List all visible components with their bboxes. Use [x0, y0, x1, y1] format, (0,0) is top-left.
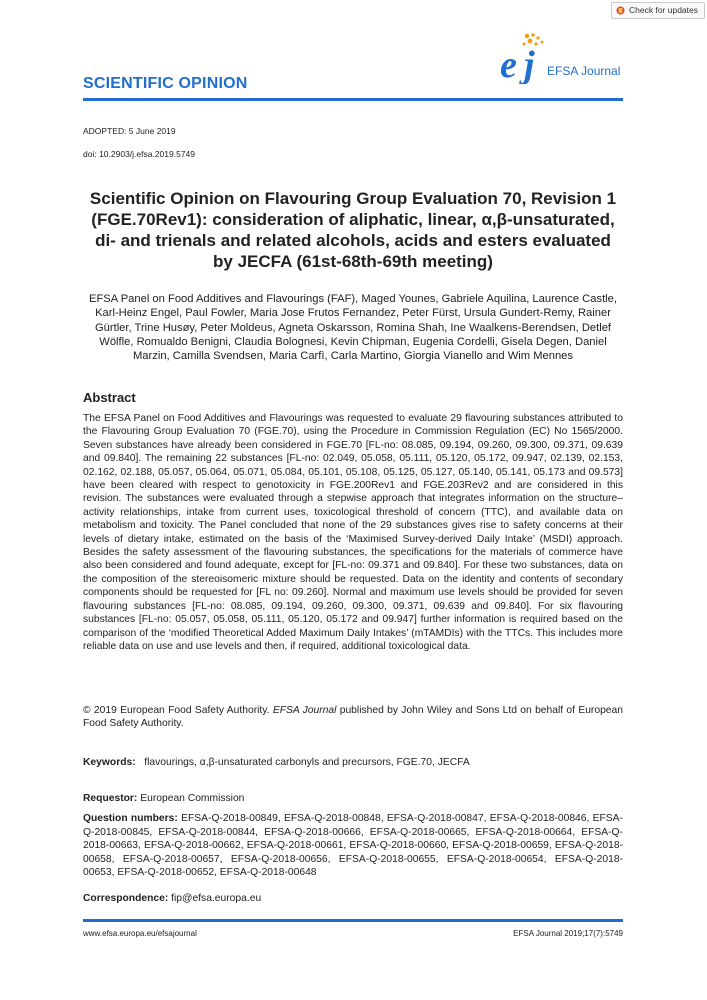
- question-numbers-label: Question numbers:: [83, 813, 178, 824]
- correspondence: [83, 893, 623, 904]
- copyright-rest: published by John Wiley and Sons Ltd on behalf of European Food Safety Authority.: [83, 705, 623, 730]
- keywords-value: flavourings, α,β-unsaturated carbonyls and precursors, FGE.70, JECFA: [144, 757, 470, 768]
- section-label: SCIENTIFIC OPINION: [83, 75, 248, 92]
- requestor-label: Requestor:: [83, 793, 138, 804]
- check-for-updates-label: Check for updates: [629, 5, 698, 15]
- footer-rule: [83, 919, 623, 922]
- footer-url[interactable]: www.efsa.europa.eu/efsajournal: [83, 929, 197, 938]
- footer-citation: EFSA Journal 2019;17(7):5749: [513, 929, 623, 938]
- page-title: Scientific Opinion on Flavouring Group Evaluation 70, Revision 1 (FGE.70Rev1): consideration of aliphatic, linear, α,β-unsaturated, di- and trienals and related alcohols, acids and esters evaluated by JECFA (61st-68th-69th meeting): [89, 189, 617, 271]
- check-for-updates-button[interactable]: [611, 2, 705, 19]
- authors: EFSA Panel on Food Additives and Flavourings (FAF), Maged Younes, Gabriele Aquilina, Laurence Castle, Karl-Heinz Engel, Paul Fowler, Maria Jose Frutos Fernandez, Peter Fürst, Ursula Gundert-Remy, Rainer Gürtler, Trine Husøy, Peter Moldeus, Agneta Oskarsson, Romina Shah, Ine Waalkens-Berendsen, Detlef Wölfle, Romualdo Benigni, Claudia Bolognesi, Kevin Chipman, Eugenia Cordelli, Gisela Degen, Daniel Marzin, Camilla Svendsen, Maria Carfì, Carla Martino, Giorgia Vianello and Wim Mennes: [89, 293, 617, 363]
- header-rule: [83, 98, 623, 101]
- svg-text:j: j: [524, 44, 535, 84]
- keywords-label: Keywords:: [83, 757, 136, 768]
- journal-name: EFSA Journal: [547, 64, 621, 78]
- svg-text:e: e: [500, 44, 517, 84]
- efsa-journal-logo: [497, 32, 627, 84]
- question-numbers: [83, 812, 623, 880]
- requestor: [83, 793, 623, 804]
- adopted-date: ADOPTED: 5 June 2019: [83, 126, 176, 136]
- check-updates-icon: [616, 6, 625, 15]
- doi: doi: 10.2903/j.efsa.2019.5749: [83, 149, 196, 159]
- correspondence-label: Correspondence:: [83, 893, 169, 904]
- correspondence-email[interactable]: fip@efsa.europa.eu: [171, 893, 262, 904]
- requestor-value: European Commission: [140, 793, 245, 804]
- copyright-text: © 2019 European Food Safety Authority.: [83, 705, 273, 716]
- copyright: [83, 704, 623, 731]
- abstract-heading: Abstract: [83, 390, 136, 405]
- abstract-text: The EFSA Panel on Food Additives and Flavourings was requested to evaluate 29 flavouring substances attributed to the Flavouring Group Evaluation 70 (FGE.70), using the Procedure in Commission Regulation (EC) No 1565/2000. Seven substances have already been considered in FGE.70 [FL-no: 08.085, 09.194, 09.260, 09.300, 09.371, 09.639 and 09.840]. The remaining 22 substances [FL-no: 02.049, 05.058, 05.111, 05.120, 05.172, 09.947, 02.139, 02.153, 02.162, 02.188, 05.057, 05.064, 05.071, 05.084, 05.101, 05.108, 05.125, 05.127, 05.140, 05.141, 05.173 and 09.573] have been cleared with respect to genotoxicity in FGE.200Rev1 and FGE.203Rev2 and are considered in this revision. The substances were evaluated through a stepwise approach that integrates information on the structure–activity relationships, intake from current uses, toxicological threshold of concern (TTC), and available data on metabolism and toxicity. The Panel concluded that none of the 29 substances gives rise to safety concerns at their levels of dietary intake, estimated on the basis of the ‘Maximised Survey-derived Daily Intake’ (MSDI) approach. Besides the safety assessment of the flavouring substances, the specifications for the materials of commerce have also been considered and found adequate, except for [FL-no: 09.371 and 09.840]. For these two substances, data on the composition of the stereoisomeric mixture should be requested. Data on the identity and contents of secondary components should be requested for [FL no: 09.260]. Normal and maximum use levels should be provided for seven flavouring substances [FL-no: 08.085, 09.194, 09.260, 09.300, 09.371, 09.639 and 09.840]. For six flavouring substances [FL-no: 05.057, 05.058, 05.111, 05.120, 05.172 and 09.947] further information is required based on the comparison of the ‘modified Theoretical Added Maximum Daily Intakes’ (mTAMDIs) with the TTCs. This includes more reliable data on use and use levels and then, if required, additional toxicological data.: [83, 413, 623, 652]
- question-numbers-value: EFSA-Q-2018-00849, EFSA-Q-2018-00848, EFSA-Q-2018-00847, EFSA-Q-2018-00846, EFSA-Q-2018-00845, EFSA-Q-2018-00844, EFSA-Q-2018-00666, EFSA-Q-2018-00665, EFSA-Q-2018-00664, EFSA-Q-2018-00663, EFSA-Q-2018-00662, EFSA-Q-2018-00661, EFSA-Q-2018-00660, EFSA-Q-2018-00659, EFSA-Q-2018-00658, EFSA-Q-2018-00657, EFSA-Q-2018-00656, EFSA-Q-2018-00655, EFSA-Q-2018-00654, EFSA-Q-2018-00653, EFSA-Q-2018-00652, EFSA-Q-2018-00648: [83, 813, 623, 878]
- keywords: [83, 757, 623, 768]
- copyright-journal: EFSA Journal: [272, 705, 337, 716]
